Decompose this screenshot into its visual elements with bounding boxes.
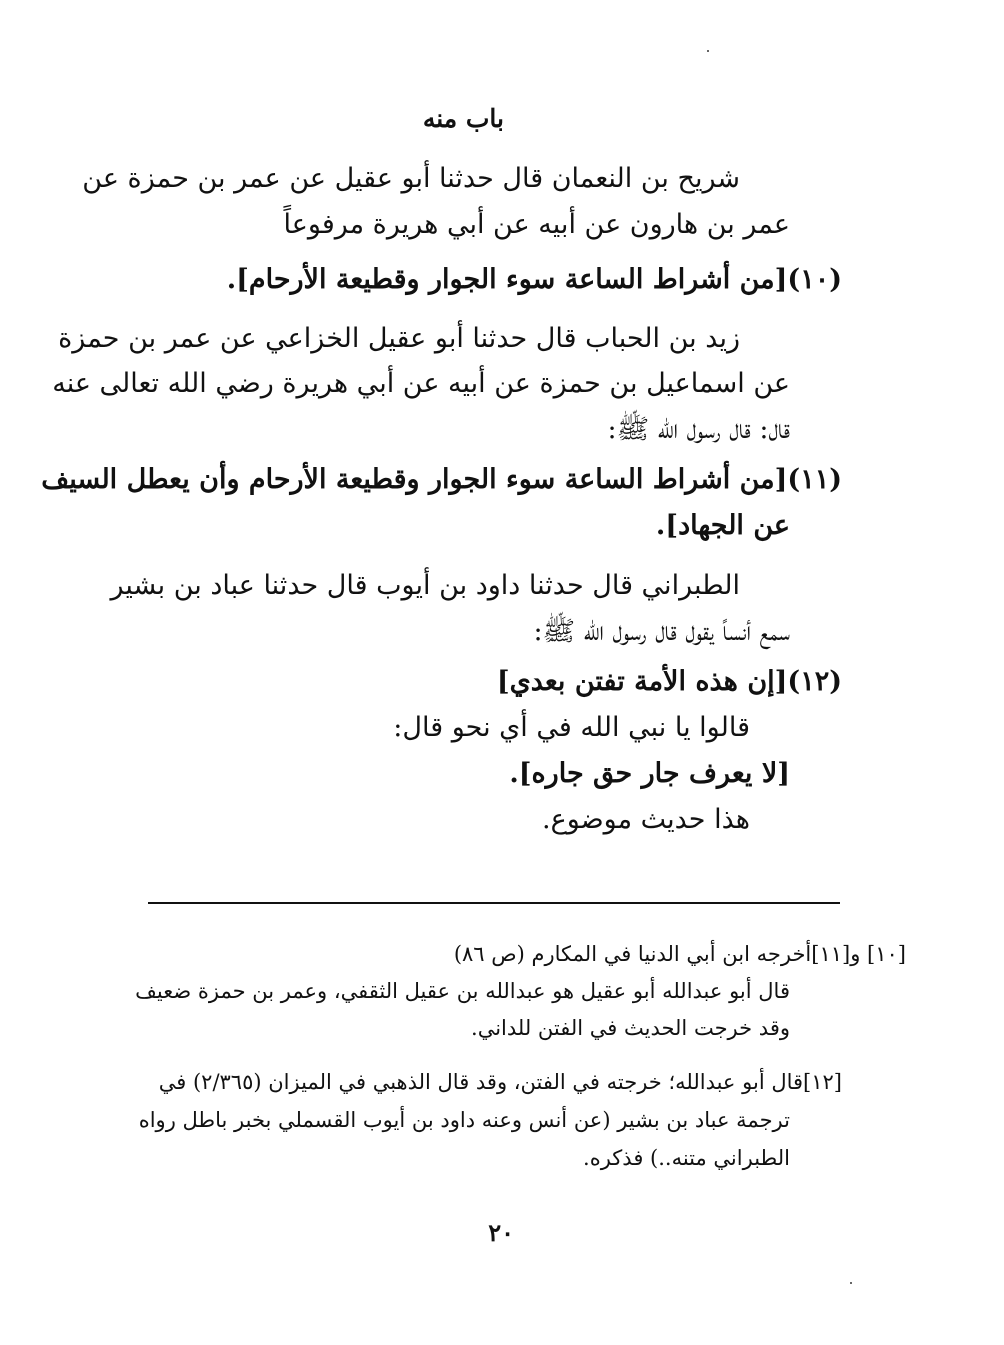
footnote-line: [١٢]قال أبو عبدالله؛ خرجته في الفتن، وقد قال الذهبي في الميزان (٢/٣٦٥) في xyxy=(158,1070,842,1094)
scan-speck xyxy=(850,1282,852,1284)
isnad-line: زيد بن الحباب قال حدثنا أبو عقيل الخزاعي عن عمر بن حمزة xyxy=(58,323,740,354)
footnote-line: وقد خرجت الحديث في الفتن للداني. xyxy=(471,1016,790,1040)
footnote-line: [١٠] و[١١]أخرجه ابن أبي الدنيا في المكارم (ص ٨٦) xyxy=(453,942,906,966)
text-line: قالوا يا نبي الله في أي نحو قال: xyxy=(393,712,750,743)
isnad-line: عن اسماعيل بن حمزة عن أبيه عن أبي هريرة رضي الله تعالى عنه xyxy=(52,368,790,399)
isnad-line: قال: قال رسول الله ﷺ: xyxy=(607,414,790,445)
text-line: هذا حديث موضوع. xyxy=(542,804,750,835)
footnote-line: ترجمة عباد بن بشير (عن أنس وعنه داود بن أيوب القسملي بخبر باطل رواه xyxy=(138,1108,790,1132)
isnad-line: سمع أنساً يقول قال رسول الله ﷺ: xyxy=(533,616,790,647)
isnad-line: الطبراني قال حدثنا داود بن أيوب قال حدثنا عباد بن بشير xyxy=(110,570,740,601)
hadith-text: عن الجهاد]. xyxy=(655,510,790,541)
page-number: ٢٠ xyxy=(488,1218,514,1247)
footnote-line: قال أبو عبدالله أبو عقيل هو عبدالله بن عقيل الثقفي، وعمر بن حمزة ضعيف xyxy=(135,979,790,1003)
scan-speck xyxy=(707,50,709,52)
footnote-separator xyxy=(148,902,840,904)
hadith-text: [لا يعرف جار حق جاره]. xyxy=(509,758,790,789)
hadith-text: (١٠)[من أشراط الساعة سوء الجوار وقطيعة الأرحام]. xyxy=(226,264,842,295)
footnote-line: الطبراني متنه..) فذكره. xyxy=(583,1146,790,1170)
page-title: باب منه xyxy=(422,104,504,133)
isnad-line: عمر بن هارون عن أبيه عن أبي هريرة مرفوعاً xyxy=(283,209,790,240)
hadith-text: (١٢)[إن هذه الأمة تفتن بعدي] xyxy=(496,666,842,697)
hadith-text: (١١)[من أشراط الساعة سوء الجوار وقطيعة الأرحام وأن يعطل السيف xyxy=(41,464,842,495)
isnad-line: شريح بن النعمان قال حدثنا أبو عقيل عن عمر بن حمزة عن xyxy=(82,163,740,194)
